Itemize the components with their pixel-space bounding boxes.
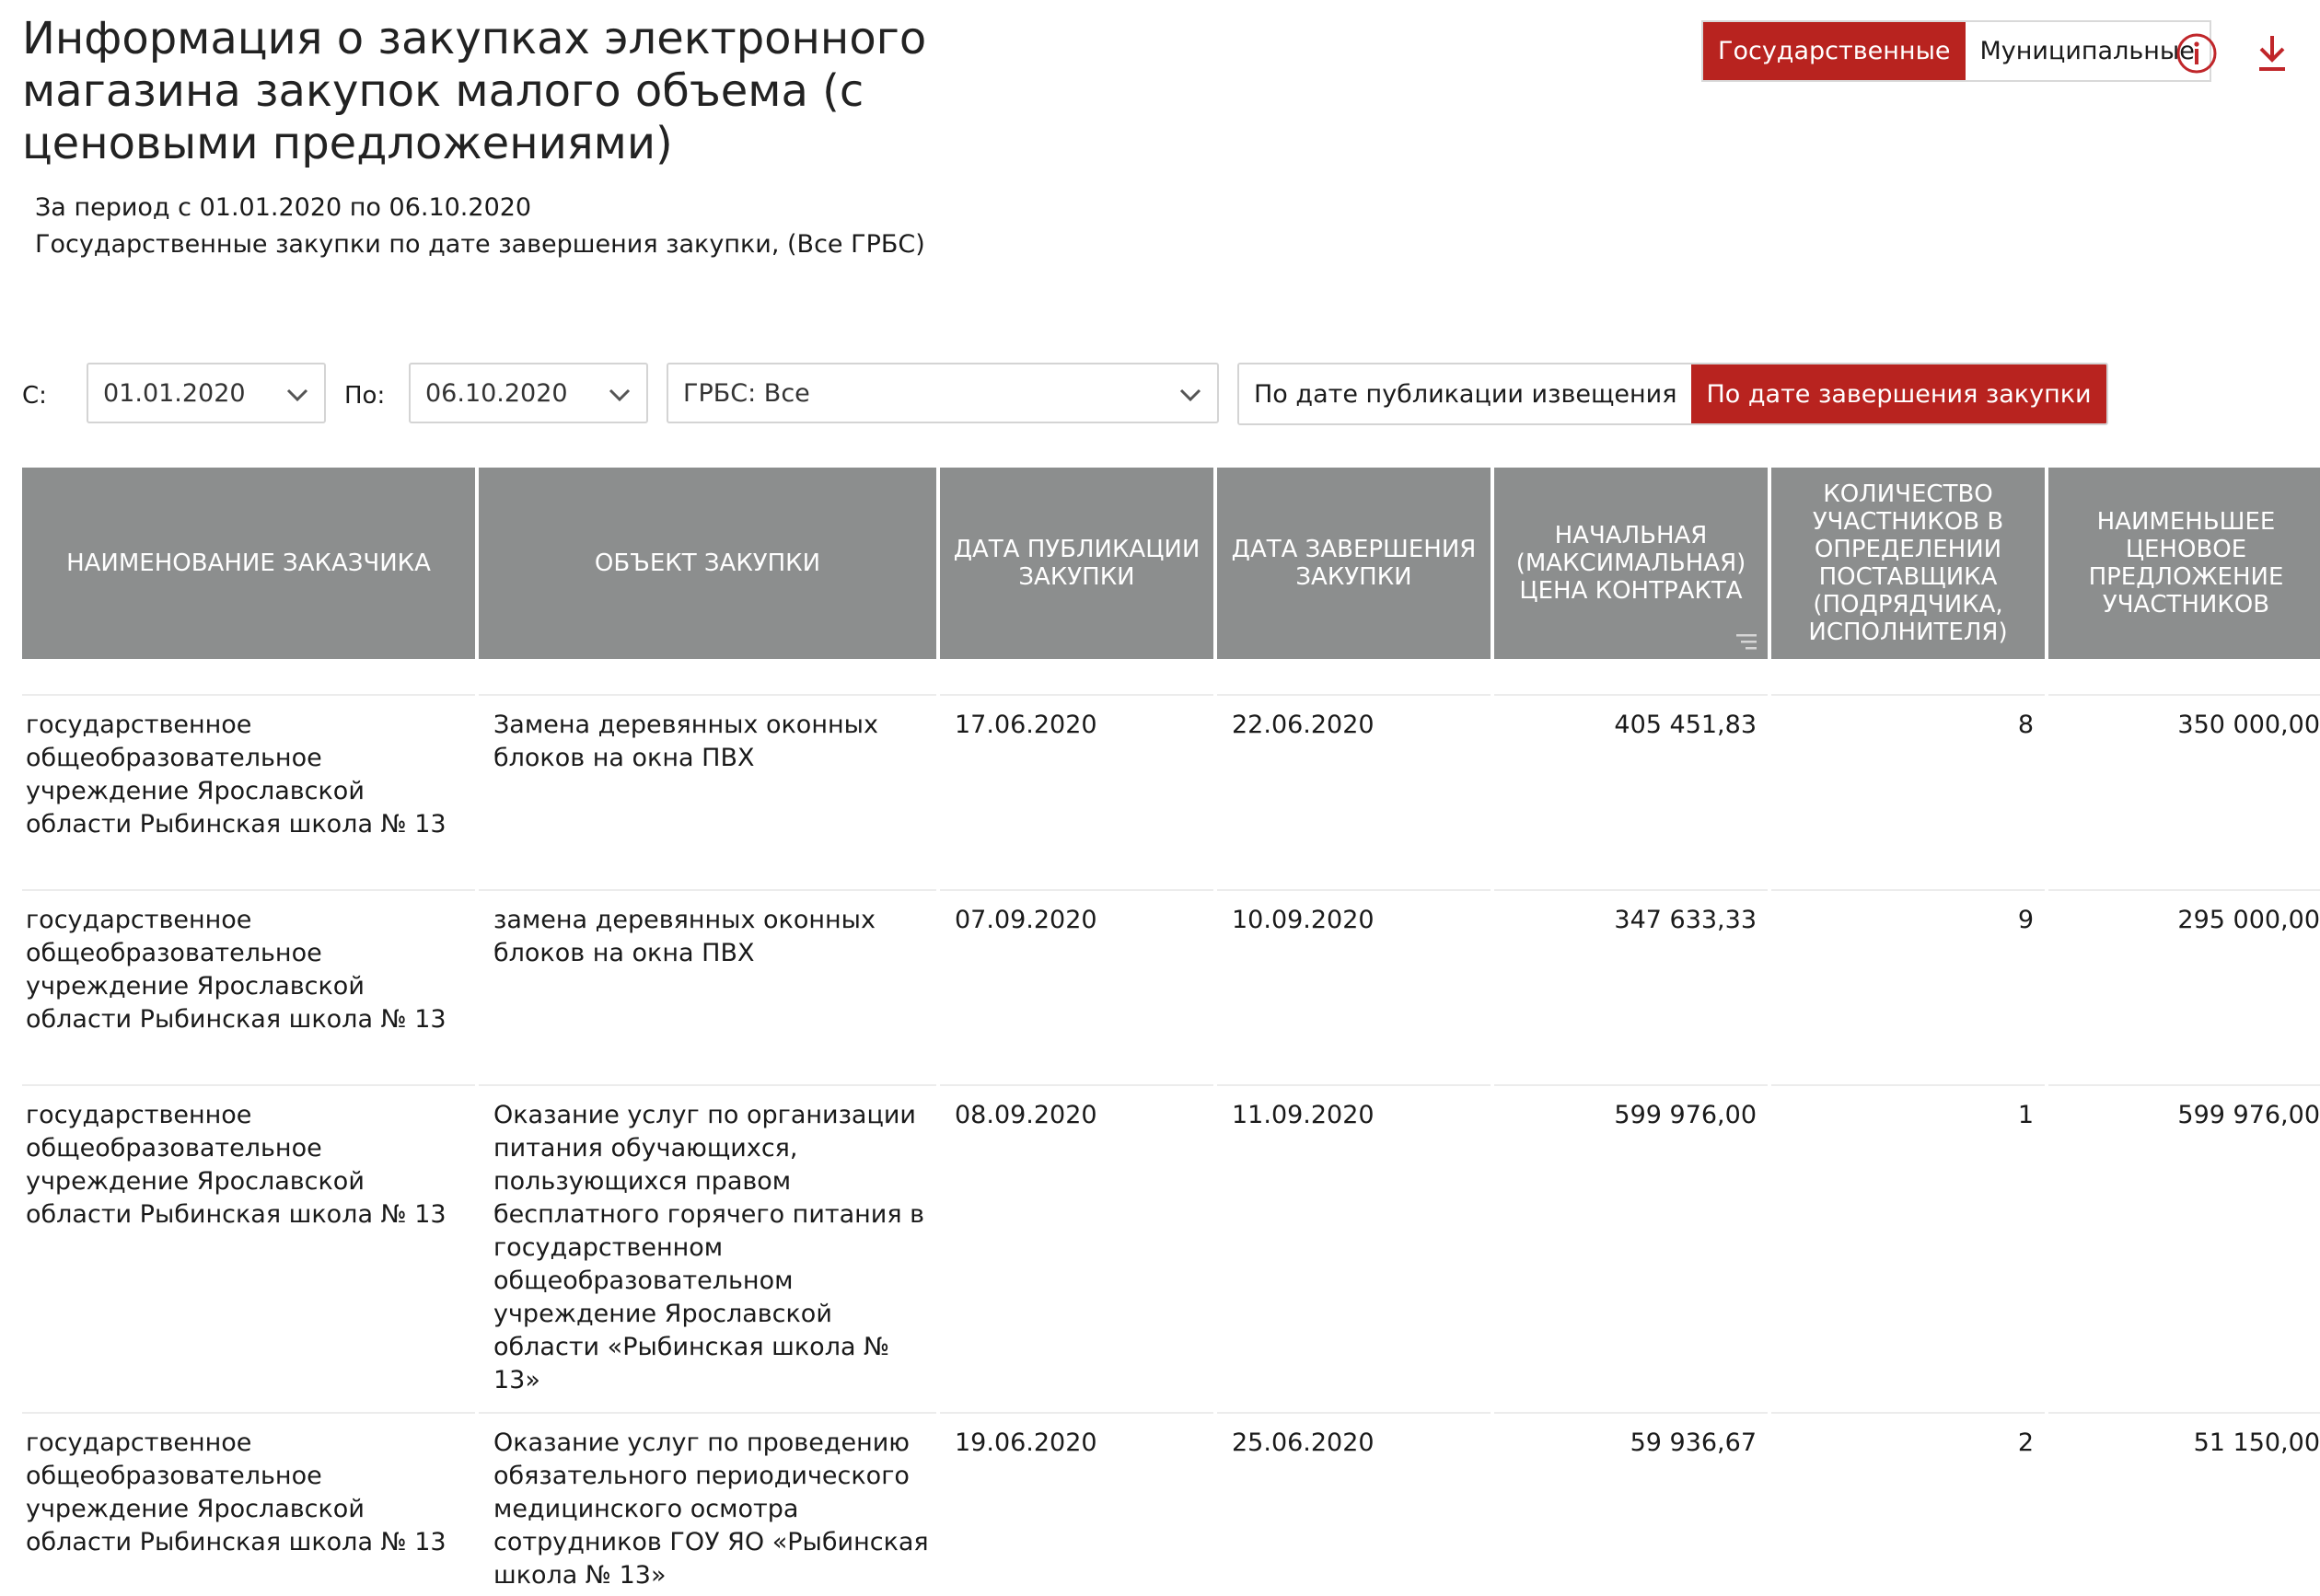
chevron-down-icon <box>1177 381 1204 409</box>
chevron-down-icon <box>284 381 311 409</box>
cell-min-offer: 350 000,00 <box>2048 694 2320 889</box>
from-date-value: 01.01.2020 <box>103 378 246 408</box>
cell-participants: 8 <box>1771 694 2045 889</box>
download-icon[interactable] <box>2250 31 2294 75</box>
cell-max-price: 599 976,00 <box>1494 1084 1768 1412</box>
cell-min-offer: 51 150,00 <box>2048 1412 2320 1596</box>
header-max-price-label: НАЧАЛЬНАЯ (МАКСИМАЛЬНАЯ) ЦЕНА КОНТРАКТА <box>1515 522 1746 605</box>
cell-object: Оказание услуг по организации питания обучающихся, пользующихся правом бесплатного горячего питания в государственном общеобразовательном учреждение Ярославской области «Рыбинская школа № 13» <box>479 1084 936 1412</box>
procurement-table <box>18 468 2320 1596</box>
header-object[interactable]: ОБЪЕКТ ЗАКУПКИ <box>479 468 936 659</box>
cell-max-price: 59 936,67 <box>1494 1412 1768 1596</box>
cell-max-price: 405 451,83 <box>1494 694 1768 889</box>
cell-customer: государственное общеобразовательное учреждение Ярославской области Рыбинская школа № 13 <box>22 1412 475 1596</box>
table-row[interactable] <box>22 694 2320 889</box>
scope-text: Государственные закупки по дате завершения закупки, (Все ГРБС) <box>35 230 925 259</box>
from-date-select[interactable] <box>87 363 326 423</box>
header-max-price[interactable] <box>1494 468 1768 659</box>
cell-object: замена деревянных оконных блоков на окна ПВХ <box>479 889 936 1084</box>
date-mode-switch <box>1237 363 2108 425</box>
table-row[interactable] <box>22 1412 2320 1596</box>
header-min-offer[interactable]: НАИМЕНЬШЕЕ ЦЕНОВОЕ ПРЕДЛОЖЕНИЕ УЧАСТНИКОВ <box>2048 468 2320 659</box>
to-label: По: <box>344 382 386 410</box>
to-date-select[interactable] <box>409 363 648 423</box>
from-label: С: <box>22 382 47 410</box>
cell-object: Замена деревянных оконных блоков на окна ПВХ <box>479 694 936 889</box>
cell-completed: 11.09.2020 <box>1217 1084 1491 1412</box>
info-circle-icon[interactable] <box>2175 31 2219 75</box>
municipal-procurement-button[interactable]: Муниципальные <box>1966 22 2210 80</box>
cell-published: 08.09.2020 <box>940 1084 1213 1412</box>
cell-min-offer: 599 976,00 <box>2048 1084 2320 1412</box>
cell-published: 07.09.2020 <box>940 889 1213 1084</box>
cell-customer: государственное общеобразовательное учреждение Ярославской области Рыбинская школа № 13 <box>22 1084 475 1412</box>
cell-completed: 25.06.2020 <box>1217 1412 1491 1596</box>
by-completion-button[interactable]: По дате завершения закупки <box>1691 364 2105 423</box>
cell-completed: 10.09.2020 <box>1217 889 1491 1084</box>
state-procurement-button[interactable]: Государственные <box>1703 22 1966 80</box>
to-date-value: 06.10.2020 <box>425 378 568 408</box>
table-header-row <box>22 468 2320 659</box>
cell-customer: государственное общеобразовательное учреждение Ярославской области Рыбинская школа № 13 <box>22 694 475 889</box>
header-published[interactable]: ДАТА ПУБЛИКАЦИИ ЗАКУПКИ <box>940 468 1213 659</box>
chevron-down-icon <box>606 381 633 409</box>
cell-participants: 2 <box>1771 1412 2045 1596</box>
cell-published: 17.06.2020 <box>940 694 1213 889</box>
by-publication-button[interactable]: По дате публикации извещения <box>1239 364 1691 423</box>
cell-max-price: 347 633,33 <box>1494 889 1768 1084</box>
period-text: За период с 01.01.2020 по 06.10.2020 <box>35 193 532 222</box>
grbs-value: ГРБС: Все <box>683 378 810 408</box>
cell-completed: 22.06.2020 <box>1217 694 1491 889</box>
header-completed[interactable]: ДАТА ЗАВЕРШЕНИЯ ЗАКУПКИ <box>1217 468 1491 659</box>
cell-participants: 1 <box>1771 1084 2045 1412</box>
cell-customer: государственное общеобразовательное учреждение Ярославской области Рыбинская школа № 13 <box>22 889 475 1084</box>
page-title: Информация о закупках электронного магазина закупок малого объема (с ценовыми предложениями) <box>22 13 927 169</box>
header-participants[interactable]: КОЛИЧЕСТВО УЧАСТНИКОВ В ОПРЕДЕЛЕНИИ ПОСТАВЩИКА (ПОДРЯДЧИКА, ИСПОЛНИТЕЛЯ) <box>1771 468 2045 659</box>
cell-participants: 9 <box>1771 889 2045 1084</box>
sort-icon[interactable] <box>1734 631 1758 652</box>
header-customer[interactable]: НАИМЕНОВАНИЕ ЗАКАЗЧИКА <box>22 468 475 659</box>
cell-min-offer: 295 000,00 <box>2048 889 2320 1084</box>
grbs-select[interactable] <box>667 363 1219 423</box>
procurement-type-switch <box>1701 20 2211 82</box>
table-row[interactable] <box>22 889 2320 1084</box>
table-row[interactable] <box>22 1084 2320 1412</box>
cell-object: Оказание услуг по проведению обязательного периодического медицинского осмотра сотрудников ГОУ ЯО «Рыбинская школа № 13» <box>479 1412 936 1596</box>
cell-published: 19.06.2020 <box>940 1412 1213 1596</box>
